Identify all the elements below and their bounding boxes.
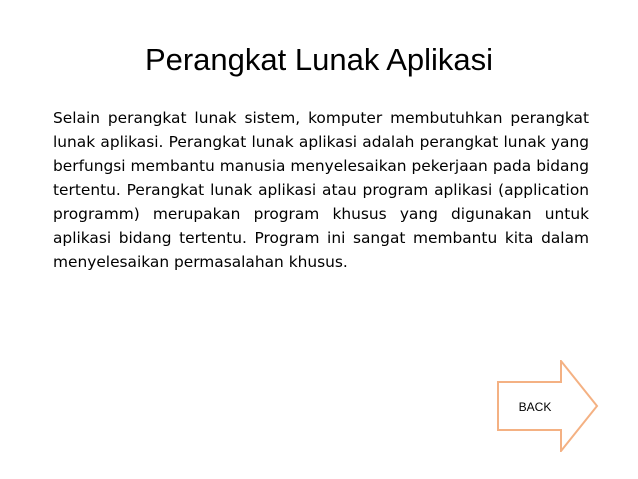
back-button[interactable] <box>497 360 599 452</box>
slide-title: Perangkat Lunak Aplikasi <box>144 42 494 77</box>
slide-body-text: Selain perangkat lunak sistem, komputer membutuhkan perangkat lunak aplikasi. Perangkat lunak aplikasi adalah perangkat lunak yang berfungsi membantu manusia menyelesaikan pekerjaan pada bidang tertentu. Perangkat lunak aplikasi atau program aplikasi (application programm) merupakan program khusus yang digunakan untuk aplikasi bidang tertentu. Program ini sangat membantu kita dalam menyelesaikan permasalahan khusus. <box>53 109 589 271</box>
back-button-label: BACK <box>518 400 552 414</box>
